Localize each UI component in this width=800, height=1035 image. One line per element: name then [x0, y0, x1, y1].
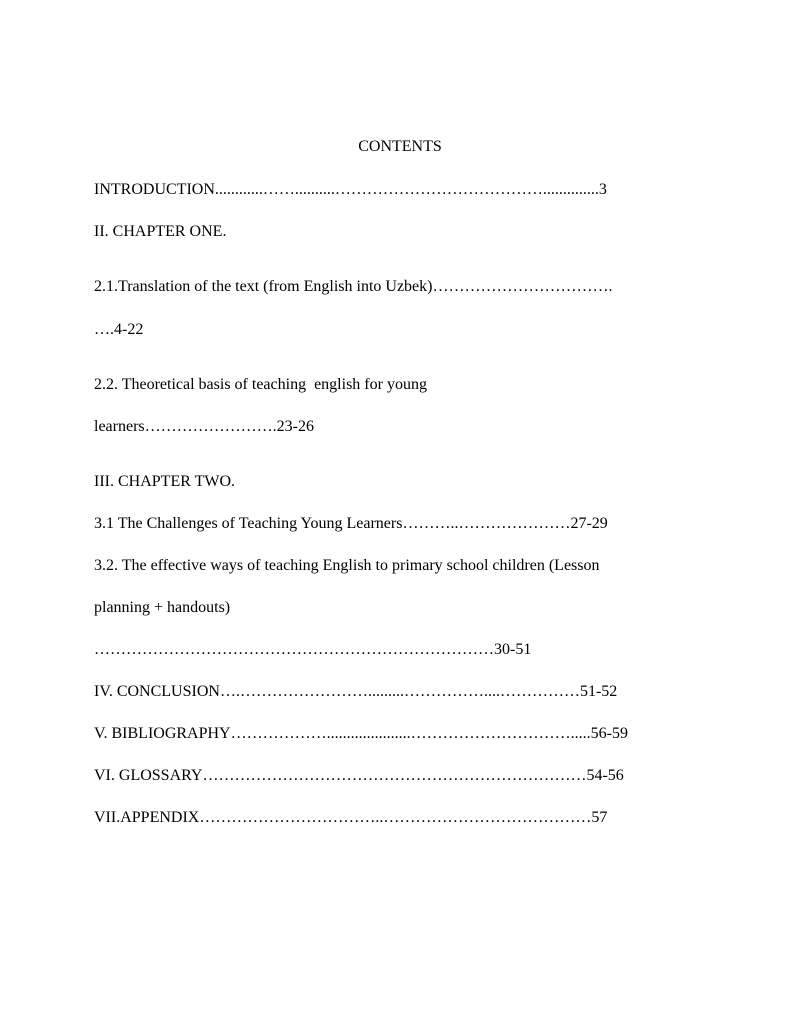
toc-entry-3-2-continued: planning + handouts) [94, 599, 231, 616]
toc-entry-2-2: 2.2. Theoretical basis of teaching english for young [94, 376, 427, 393]
toc-entry-2-1: 2.1.Translation of the text (from English into Uzbek)……………………………. [94, 278, 613, 295]
toc-heading-chapter-one: II. CHAPTER ONE. [94, 223, 227, 240]
toc-entry-3-2: 3.2. The effective ways of teaching English to primary school children (Lesson [94, 557, 600, 574]
toc-heading-chapter-two: III. CHAPTER TWO. [94, 473, 236, 490]
toc-entry-2-2-continued: learners…………………….23-26 [94, 418, 314, 435]
toc-entry-2-1-pages: ….4-22 [94, 321, 144, 338]
toc-entry-appendix: VII.APPENDIX……………………………..…………………………………57 [94, 809, 608, 826]
toc-entry-conclusion: IV. CONCLUSION….…………………….........……………....……………51-52 [94, 683, 618, 700]
toc-entry-bibliography: V. BIBLIOGRAPHY……………….....................………………………….....56-59 [94, 725, 628, 742]
toc-entry-3-2-pages: …………………………………………………………………30-51 [94, 641, 532, 658]
toc-entry-glossary: VI. GLOSSARY………………………………………………………………54-56 [94, 767, 624, 784]
toc-entry-3-1: 3.1 The Challenges of Teaching Young Learners………..…………………27-29 [94, 515, 608, 532]
page-title: CONTENTS [358, 138, 442, 155]
toc-entry-introduction: INTRODUCTION............……..........…………………………………..............3 [94, 181, 607, 198]
